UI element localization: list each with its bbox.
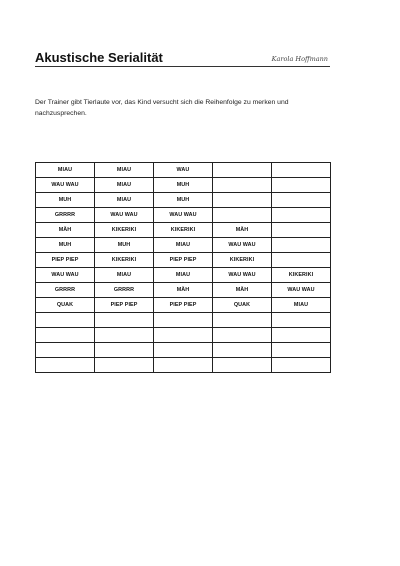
table-cell xyxy=(272,163,331,178)
table-cell xyxy=(272,208,331,223)
table-cell xyxy=(36,343,95,358)
table-cell xyxy=(154,343,213,358)
table-row xyxy=(36,313,331,328)
table-row xyxy=(36,343,331,358)
table-row xyxy=(36,253,331,268)
table-cell: WAU WAU xyxy=(36,268,95,283)
table-cell: WAU xyxy=(154,163,213,178)
table-cell xyxy=(95,358,154,373)
table-cell: MIAU xyxy=(154,238,213,253)
table-cell: MÄH xyxy=(213,283,272,298)
table-cell xyxy=(213,313,272,328)
table-cell: GRRRR xyxy=(36,208,95,223)
table-cell: MIAU xyxy=(95,163,154,178)
table-cell xyxy=(213,178,272,193)
table-cell: KIKERIKI xyxy=(272,268,331,283)
table-cell: PIEP PIEP xyxy=(154,298,213,313)
table-row xyxy=(36,238,331,253)
table-cell: MÄH xyxy=(36,223,95,238)
table-cell xyxy=(272,178,331,193)
table-row xyxy=(36,268,331,283)
table-cell xyxy=(213,358,272,373)
table-cell: KIKERIKI xyxy=(213,253,272,268)
instruction-text: Der Trainer gibt Tierlaute vor, das Kind versucht sich die Reihenfolge zu merken und nachzusprechen. xyxy=(35,99,289,117)
table-row xyxy=(36,283,331,298)
table-row xyxy=(36,208,331,223)
table-cell: MIAU xyxy=(95,193,154,208)
table-cell: MIAU xyxy=(95,178,154,193)
table-cell: WAU WAU xyxy=(213,238,272,253)
table-cell xyxy=(213,343,272,358)
table-cell: PIEP PIEP xyxy=(95,298,154,313)
table-cell: GRRRR xyxy=(95,283,154,298)
table-cell: MIAU xyxy=(36,163,95,178)
table-cell: KIKERIKI xyxy=(95,253,154,268)
table-row xyxy=(36,163,331,178)
table-cell: MÄH xyxy=(154,283,213,298)
table-cell xyxy=(272,238,331,253)
table-cell xyxy=(95,343,154,358)
table-cell: QUAK xyxy=(213,298,272,313)
table-row xyxy=(36,193,331,208)
table-cell: PIEP PIEP xyxy=(154,253,213,268)
table-cell: PIEP PIEP xyxy=(36,253,95,268)
table-cell: QUAK xyxy=(36,298,95,313)
table-row xyxy=(36,223,331,238)
table-cell xyxy=(36,313,95,328)
table-cell xyxy=(95,313,154,328)
table-row xyxy=(36,328,331,343)
table-cell: MUH xyxy=(36,238,95,253)
table-cell xyxy=(213,193,272,208)
table-cell xyxy=(36,328,95,343)
table-cell: WAU WAU xyxy=(154,208,213,223)
table-cell xyxy=(213,328,272,343)
table-cell: KIKERIKI xyxy=(154,223,213,238)
table-cell: MUH xyxy=(154,193,213,208)
table-cell xyxy=(272,223,331,238)
table-cell xyxy=(36,358,95,373)
table-cell: MIAU xyxy=(272,298,331,313)
table-cell: KIKERIKI xyxy=(95,223,154,238)
table-cell xyxy=(154,313,213,328)
table-cell xyxy=(272,193,331,208)
table-cell: WAU WAU xyxy=(95,208,154,223)
worksheet-header xyxy=(35,50,330,67)
table-cell: MIAU xyxy=(154,268,213,283)
table-cell xyxy=(213,163,272,178)
table-cell xyxy=(272,343,331,358)
author-signature: Karola Hoffmann xyxy=(271,55,328,63)
table-row xyxy=(36,358,331,373)
sound-sequence-table xyxy=(35,162,331,373)
table-cell: MUH xyxy=(154,178,213,193)
table-cell: MÄH xyxy=(213,223,272,238)
table-cell: GRRRR xyxy=(36,283,95,298)
table-cell: WAU WAU xyxy=(272,283,331,298)
table-row xyxy=(36,178,331,193)
table-cell: WAU WAU xyxy=(213,268,272,283)
table-cell xyxy=(272,328,331,343)
table-cell: WAU WAU xyxy=(36,178,95,193)
page-title: Akustische Serialität xyxy=(35,50,163,65)
table-cell xyxy=(154,358,213,373)
table-cell xyxy=(154,328,213,343)
table-cell xyxy=(272,313,331,328)
table-cell: MUH xyxy=(36,193,95,208)
table-cell xyxy=(272,253,331,268)
table-cell xyxy=(272,358,331,373)
table-cell: MIAU xyxy=(95,268,154,283)
table-cell: MUH xyxy=(95,238,154,253)
sound-sequence-table-body xyxy=(36,163,331,373)
table-cell xyxy=(213,208,272,223)
table-cell xyxy=(95,328,154,343)
table-row xyxy=(36,298,331,313)
